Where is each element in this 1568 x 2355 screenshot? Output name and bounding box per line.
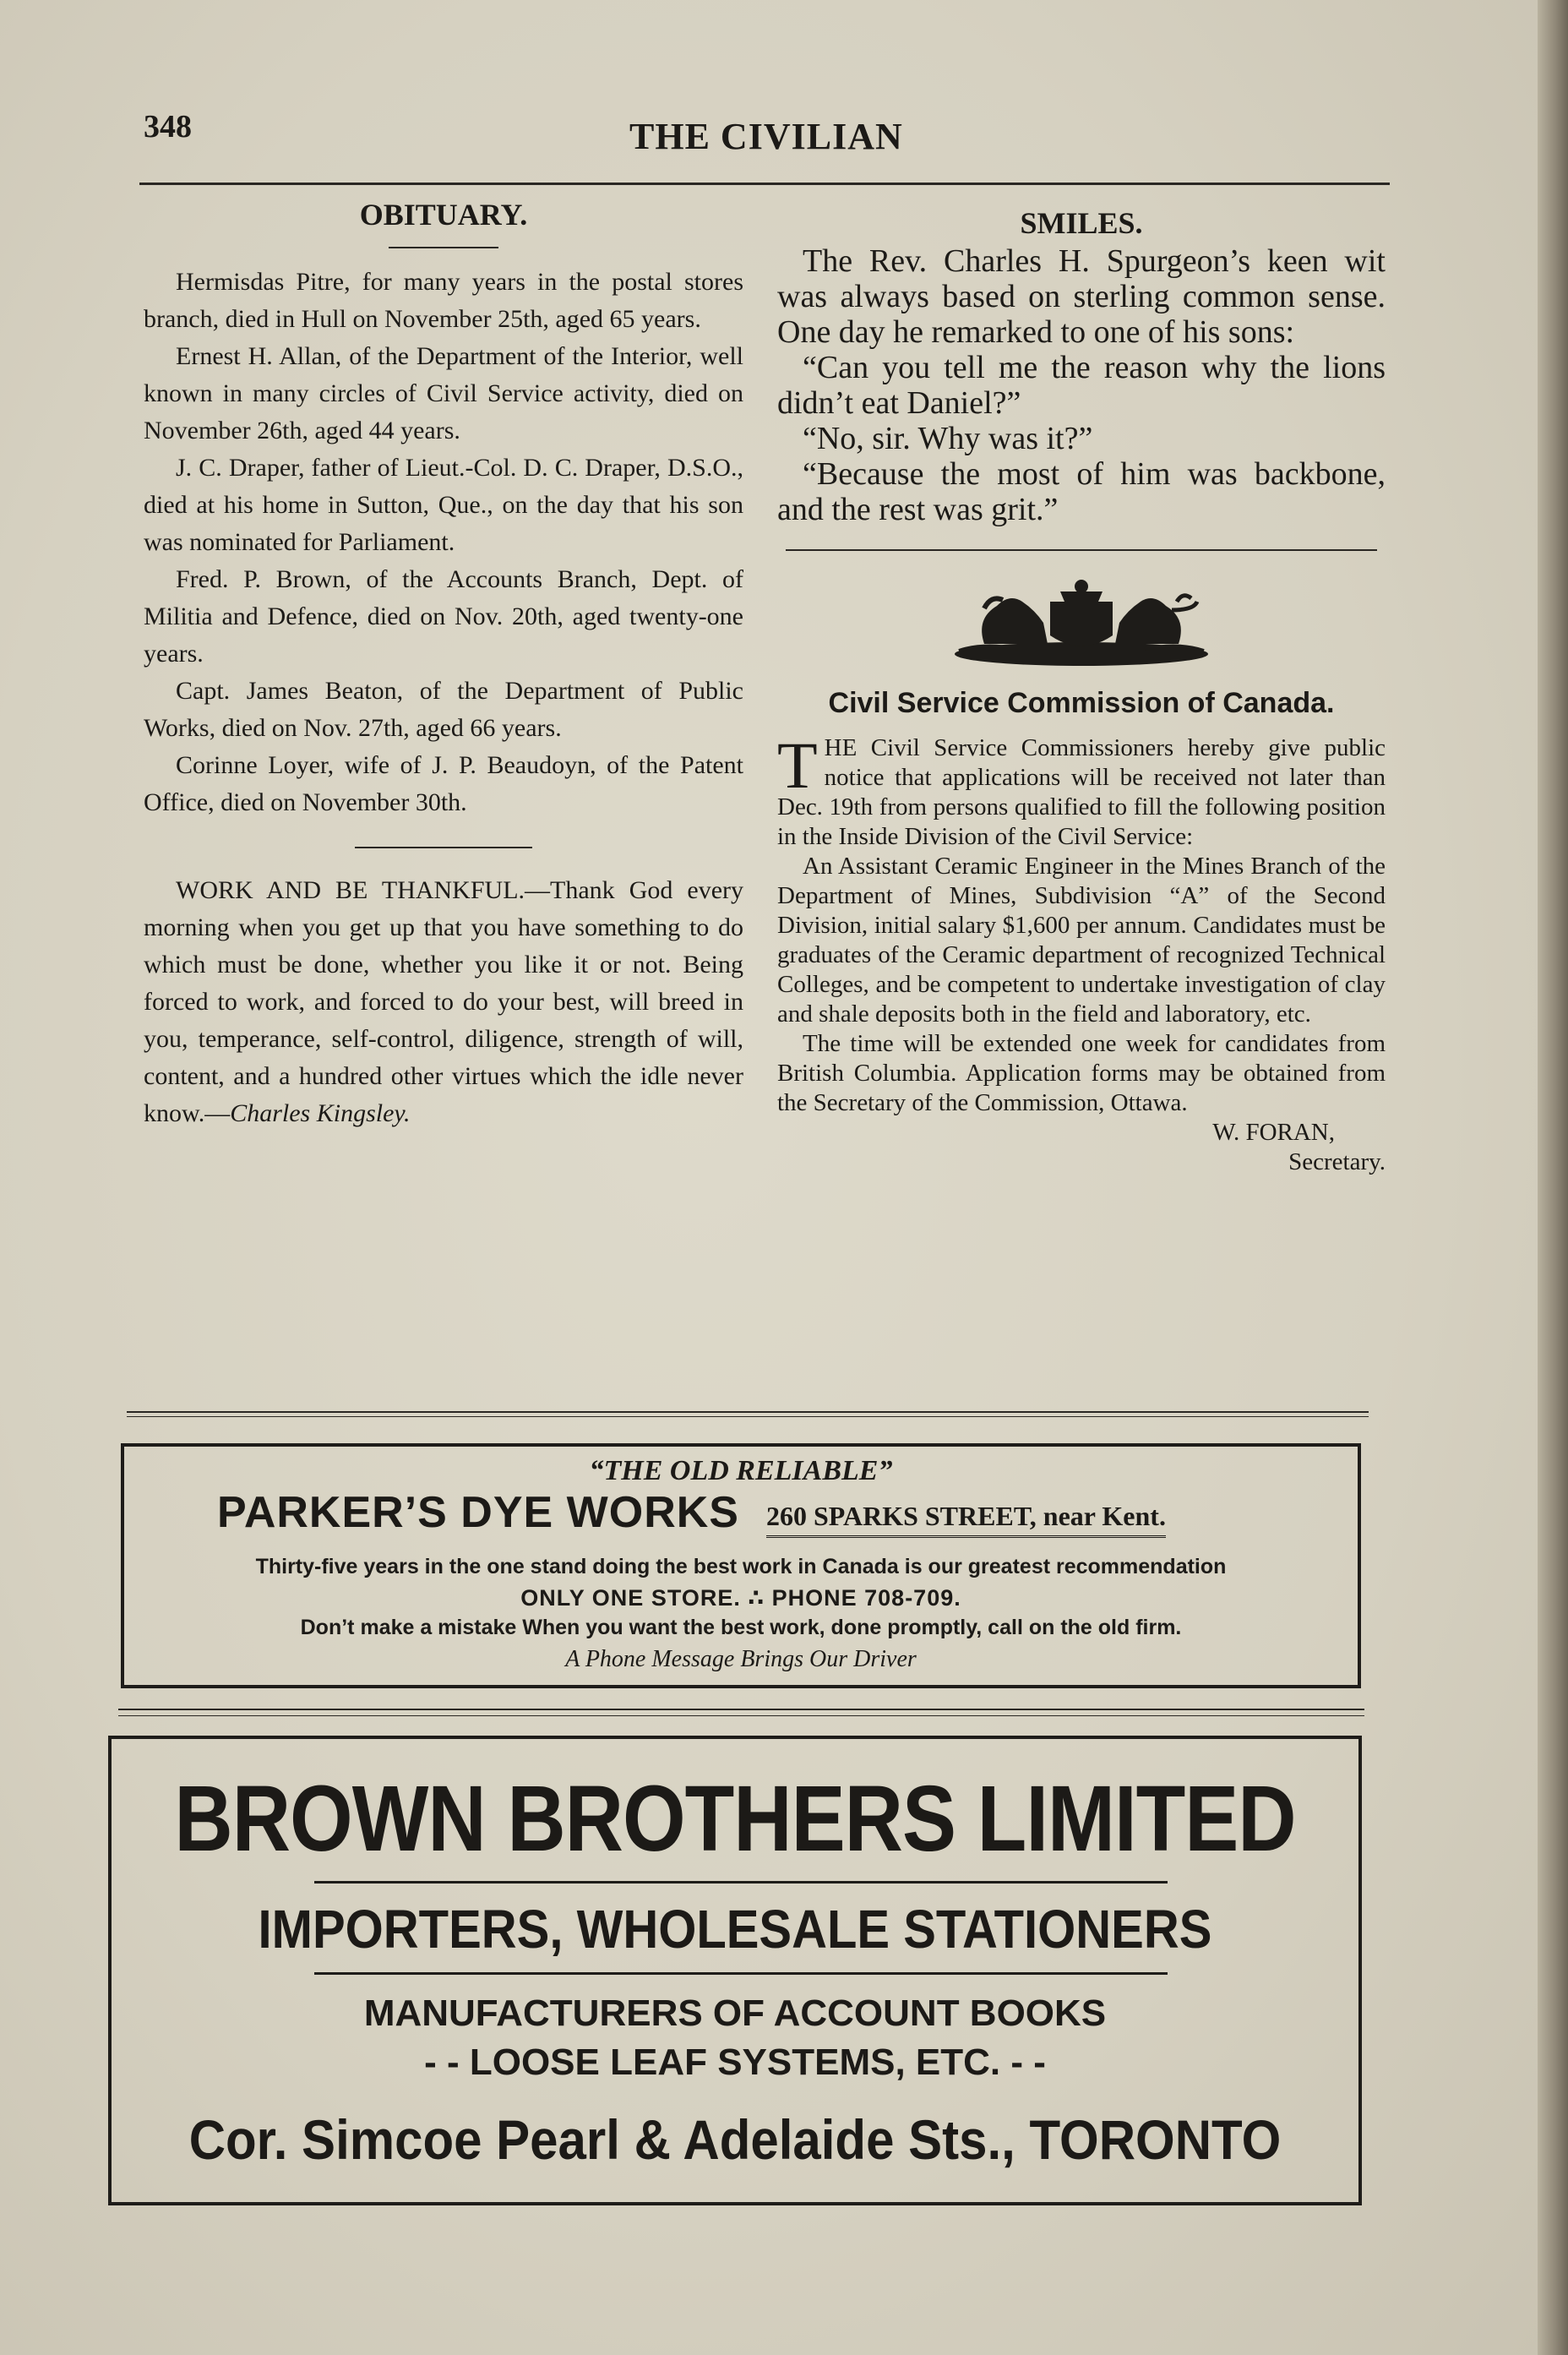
parker-slogan: A Phone Message Brings Our Driver: [565, 1646, 917, 1672]
content-bottom-rule: [127, 1411, 1369, 1413]
brown-brothers-subtitle: IMPORTERS, WHOLESALE STATIONERS: [258, 1899, 1212, 1960]
brown-brothers-rule: [314, 1881, 1168, 1883]
brown-brothers-line: MANUFACTURERS OF ACCOUNT BOOKS: [363, 1992, 1107, 2034]
brown-brothers-address: Cor. Simcoe Pearl & Adelaide Sts., TORONTO: [188, 2108, 1282, 2172]
header-rule: [139, 183, 1390, 185]
drop-cap: T: [777, 728, 818, 802]
parker-tagline: “THE OLD RELIABLE”: [589, 1455, 893, 1486]
smiles-paragraph: The Rev. Charles H. Spurgeon’s keen wit was always based on sterling common sense. One day he remarked to one of his sons:: [777, 243, 1386, 350]
commission-paragraph: [777, 728, 1386, 852]
obituary-entry: Ernest H. Allan, of the Department of the Interior, well known in many circles of Civil Service activity, died on November 26th, aged 44 years.: [144, 342, 743, 444]
coat-of-arms-emblem: [950, 576, 1212, 669]
obituary-entry: Fred. P. Brown, of the Accounts Branch, Dept. of Militia and Defence, died on Nov. 20th, aged twenty-one years.: [144, 565, 743, 668]
parker-address: 260 SPARKS STREET, near Kent.: [766, 1501, 1166, 1538]
page-header: [144, 108, 1386, 176]
parker-advertisement: [121, 1443, 1361, 1688]
thankful-body: WORK AND BE THANKFUL.—Thank God every morning when you get up that you have something to do which must be done, whether you like it or not. Being forced to work, and forced to do your best, will breed in you, temperance, self-control, diligence, strength of will, content, and a hundred other virtues which the idle never know.—: [144, 876, 743, 1127]
obituary-rule: [389, 247, 498, 248]
ad-divider-rule-thin: [118, 1715, 1364, 1716]
smiles-rule: [786, 549, 1377, 551]
parker-phone-line: ONLY ONE STORE. ∴ PHONE 708-709.: [520, 1585, 961, 1611]
brown-brothers-line: - - LOOSE LEAF SYSTEMS, ETC. - -: [424, 2042, 1046, 2083]
thankful-paragraph: [144, 872, 743, 1132]
signature-name: W. FORAN,: [1212, 1119, 1335, 1146]
obituary-entry: Corinne Loyer, wife of J. P. Beaudoyn, of the Patent Office, died on November 30th.: [144, 751, 743, 816]
running-title: THE CIVILIAN: [629, 116, 903, 157]
commission-paragraph: The time will be extended one week for candidates from British Columbia. Application forms may be obtained from the Secretary of the Commission, Ottawa.: [777, 1030, 1386, 1116]
smiles-paragraph: “Because the most of him was backbone, and the rest was grit.”: [777, 456, 1386, 527]
parker-name: PARKER’S DYE WORKS: [217, 1488, 739, 1537]
left-column: [144, 194, 743, 1132]
commission-title: Civil Service Commission of Canada.: [828, 687, 1335, 719]
section-divider: [355, 847, 532, 848]
parker-line: Thirty-five years in the one stand doing the best work in Canada is our greatest recommendation: [255, 1555, 1227, 1578]
right-column: [777, 203, 1386, 1177]
page-edge: [1538, 0, 1568, 2355]
obituary-entry: Hermisdas Pitre, for many years in the postal stores branch, died in Hull on November 25th, aged 65 years.: [144, 268, 743, 333]
brown-brothers-advertisement: [108, 1736, 1362, 2205]
thankful-author: Charles Kingsley.: [230, 1099, 411, 1127]
ad-divider-rule: [118, 1709, 1364, 1710]
obituary-entry: Capt. James Beaton, of the Department of Public Works, died on Nov. 27th, aged 66 years.: [144, 677, 743, 742]
smiles-title: SMILES.: [1020, 206, 1143, 240]
brown-brothers-rule: [314, 1972, 1168, 1975]
commission-text: HE Civil Service Commissioners hereby give public notice that applications will be received not later than Dec. 19th from persons qualified to fill the following position in the Inside Division of the Civil Service:: [777, 734, 1386, 850]
obituary-title: OBITUARY.: [359, 198, 528, 232]
commission-paragraph: An Assistant Ceramic Engineer in the Mines Branch of the Department of Mines, Subdivision “A” of the Second Division, initial salary $1,600 per annum. Candidates must be graduates of the Ceramic department of recognized Technical Colleges, and be competent to undertake investigation of clay and shale deposits both in the field and laboratory, etc.: [777, 853, 1386, 1028]
parker-line: Don’t make a mistake When you want the best work, done promptly, call on the old firm.: [300, 1616, 1182, 1639]
smiles-paragraph: “No, sir. Why was it?”: [803, 421, 1093, 456]
brown-brothers-name: BROWN BROTHERS LIMITED: [174, 1766, 1296, 1871]
page-number: 348: [144, 109, 192, 144]
content-bottom-rule-thin: [127, 1416, 1369, 1417]
signature-title: Secretary.: [1288, 1148, 1386, 1175]
obituary-entry: J. C. Draper, father of Lieut.-Col. D. C. Draper, D.S.O., died at his home in Sutton, Que., on the day that his son was nominated for Parliament.: [144, 454, 743, 556]
smiles-paragraph: “Can you tell me the reason why the lions didn’t eat Daniel?”: [777, 350, 1386, 421]
